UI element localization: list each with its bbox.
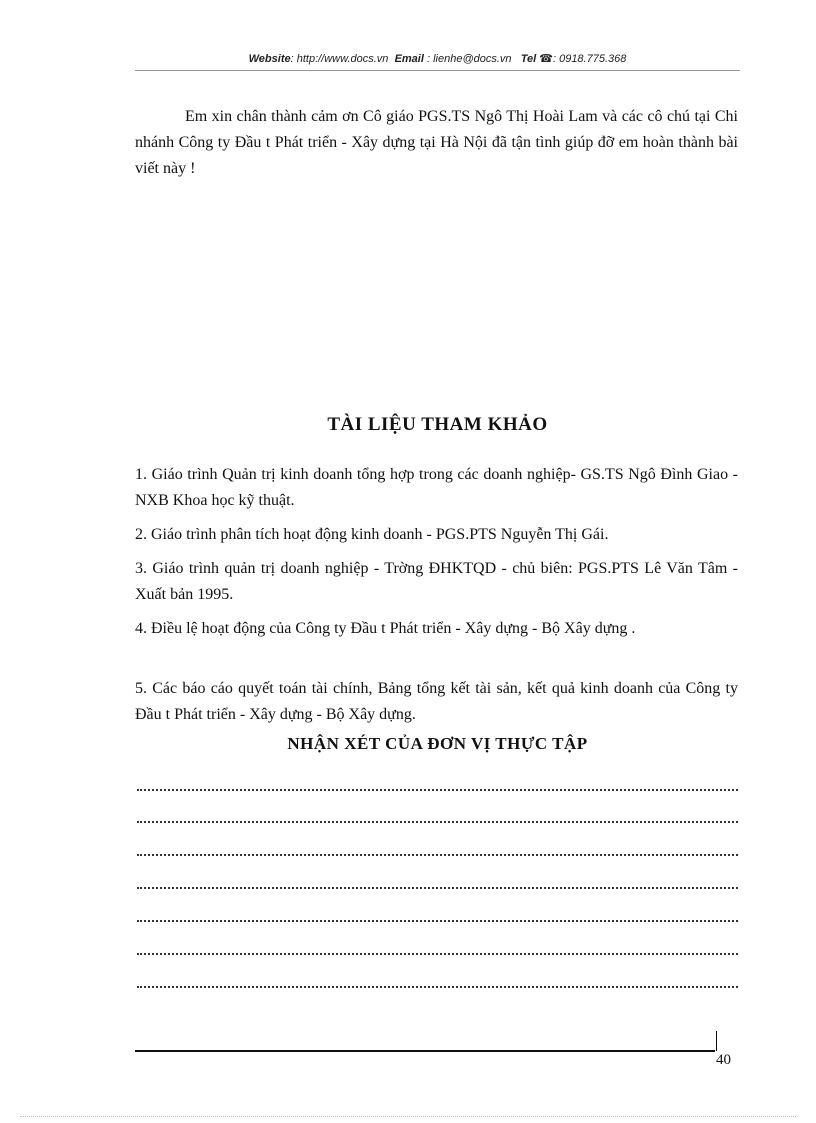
dotted-line	[137, 887, 738, 889]
reference-item: 1. Giáo trình Quản trị kinh doanh tổng hợp trong các doanh nghiệp- GS.TS Ngô Đình Giao - NXB Khoa học kỹ thuật.	[135, 466, 738, 509]
references-title: TÀI LIỆU THAM KHẢO	[327, 414, 548, 435]
website-label: Website	[248, 53, 291, 65]
dotted-line	[137, 953, 738, 955]
reference-item: 5. Các báo cáo quyết toán tài chính, Bảng tổng kết tài sản, kết quả kinh doanh của Công ty Đầu t Phát triển - Xây dựng - Bộ Xây dựng.	[135, 680, 738, 723]
reference-item: 4. Điều lệ hoạt động của Công ty Đầu t Phát triển - Xây dựng - Bộ Xây dựng .	[135, 620, 636, 637]
email-label: Email	[394, 53, 424, 65]
page-number-corner	[716, 1031, 737, 1051]
header-rule	[135, 70, 740, 71]
reference-item: 3. Giáo trình quản trị doanh nghiệp - Trờng ĐHKTQD - chủ biên: PGS.PTS Lê Văn Tâm - Xuất bản 1995.	[135, 560, 738, 603]
reference-item: 2. Giáo trình phân tích hoạt động kinh doanh - PGS.PTS Nguyễn Thị Gái.	[135, 526, 609, 543]
dotted-line	[137, 789, 738, 791]
dotted-line	[137, 854, 738, 856]
email-value: : lienhe@docs.vn	[423, 53, 512, 65]
page-edge-dots	[20, 1116, 796, 1117]
page-header	[135, 52, 740, 65]
website-value: : http://www.docs.vn	[290, 53, 389, 65]
tel-label: Tel	[520, 53, 537, 65]
evaluation-title: NHẬN XÉT CỦA ĐƠN VỊ THỰC TẬP	[287, 734, 588, 753]
dotted-line	[137, 821, 738, 823]
footer-rule	[135, 1050, 715, 1052]
dotted-line	[137, 986, 738, 988]
dotted-line	[137, 920, 738, 922]
phone-icon: ☎	[539, 53, 553, 65]
page-number: 40	[716, 1052, 731, 1068]
thanks-paragraph: Em xin chân thành cảm ơn Cô giáo PGS.TS Ngô Thị Hoài Lam và các cô chú tại Chi nhánh Công ty Đầu t Phát triển - Xây dựng tại Hà Nội đã tận tình giúp đỡ em hoàn thành bài viết này !	[135, 108, 738, 177]
tel-value: : 0918.775.368	[552, 53, 627, 65]
